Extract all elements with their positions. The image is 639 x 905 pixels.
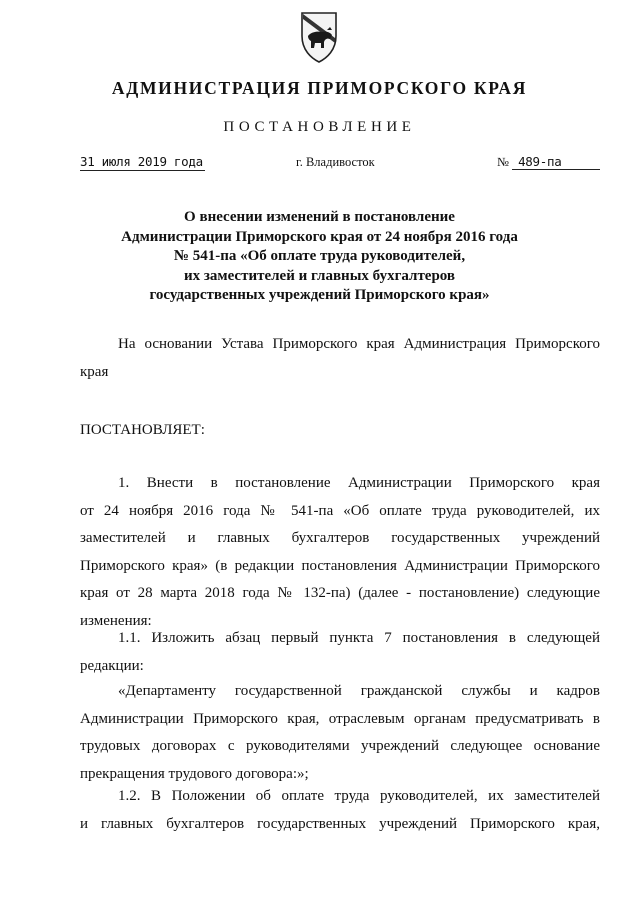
- item-1-paragraph: [80, 470, 600, 635]
- paragraph-line: 1. Внести в постановление Администрации Приморского края: [118, 475, 600, 491]
- title-line: государственных учреждений Приморского края»: [149, 287, 490, 303]
- item-1-2-paragraph: [80, 783, 600, 838]
- document-type: ПОСТАНОВЛЕНИЕ: [223, 119, 416, 135]
- document-number-block: [497, 154, 600, 170]
- coat-of-arms-emblem: [297, 10, 341, 64]
- quoted-text-paragraph: [80, 678, 600, 788]
- paragraph-line: от 24 ноября 2016 года № 541-па «Об оплате труда руководителей, их: [80, 502, 600, 519]
- paragraph-line: 1.2. В Положении об оплате труда руководителей, их заместителей: [118, 788, 600, 804]
- organization-name: АДМИНИСТРАЦИЯ ПРИМОРСКОГО КРАЯ: [111, 78, 528, 98]
- document-city: г. Владивосток: [296, 155, 375, 169]
- title-line: № 541-па «Об оплате труда руководителей,: [173, 248, 466, 264]
- item-1-1-paragraph: [80, 625, 600, 680]
- paragraph-line: 1.1. Изложить абзац первый пункта 7 постановления в следующей: [118, 630, 600, 646]
- paragraph-line: трудовых договорах с руководителями учреждений следующее основание: [80, 738, 600, 754]
- paragraph-line: и главных бухгалтеров государственных учреждений Приморского края,: [80, 815, 600, 832]
- paragraph-line: прекращения трудового договора:»;: [80, 765, 309, 782]
- paragraph-line: края: [80, 363, 109, 380]
- title-line: О внесении изменений в постановление: [184, 209, 455, 225]
- basis-paragraph: [80, 331, 600, 386]
- paragraph-line: изменения:: [80, 612, 152, 629]
- paragraph-line: На основании Устава Приморского края Администрация Приморского: [118, 336, 600, 352]
- paragraph-line: редакции:: [80, 657, 144, 674]
- title-line: Администрации Приморского края от 24 ноября 2016 года: [121, 228, 518, 245]
- document-title: [60, 208, 579, 306]
- document-number: 489-па: [512, 154, 600, 170]
- document-date: 31 июля 2019 года: [80, 154, 203, 169]
- paragraph-line: «Департаменту государственной гражданской службы и кадров: [118, 683, 600, 699]
- paragraph-line: Администрации Приморского края, отраслевым органам предусматривать в: [80, 710, 600, 727]
- paragraph-line: Приморского края» (в редакции постановления Администрации Приморского: [80, 557, 600, 574]
- decree-statement: [80, 417, 600, 445]
- document-number-label: №: [497, 155, 509, 169]
- decree-word: ПОСТАНОВЛЯЕТ:: [80, 422, 205, 438]
- paragraph-line: края от 28 марта 2018 года № 132-па) (далее - постановление) следующие: [80, 585, 600, 601]
- paragraph-line: заместителей и главных бухгалтеров государственных учреждений: [80, 530, 600, 546]
- title-line: их заместителей и главных бухгалтеров: [183, 267, 456, 284]
